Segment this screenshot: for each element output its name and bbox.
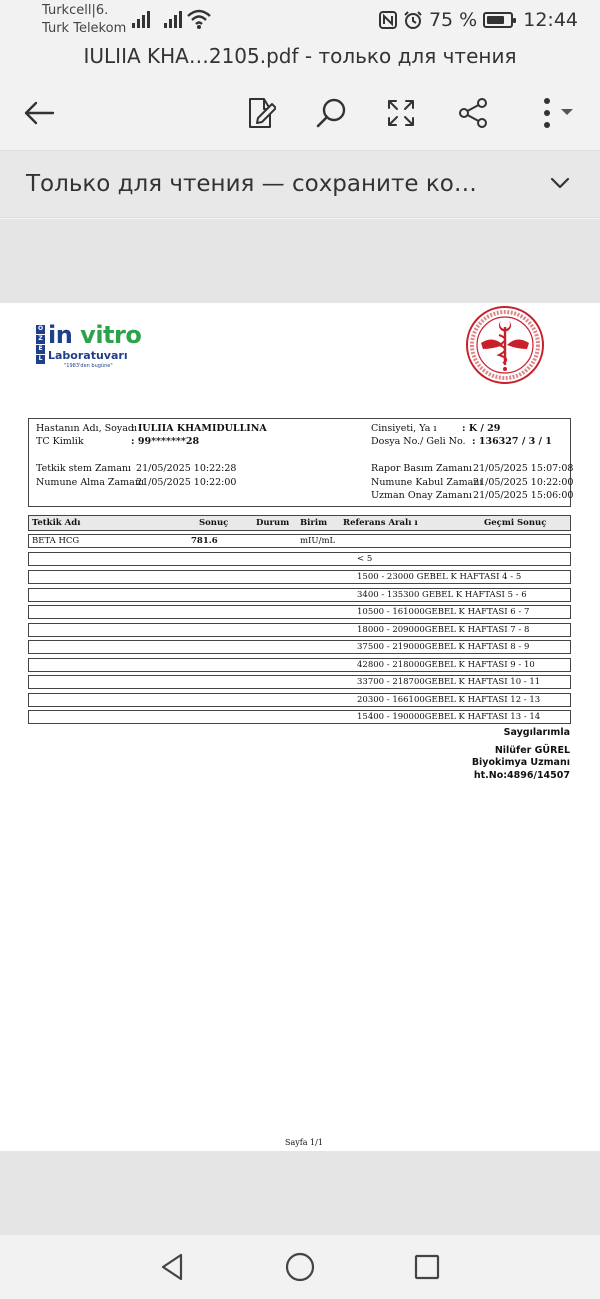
col-status: Durum <box>256 518 290 528</box>
alarm-icon <box>403 10 423 30</box>
patient-info-box <box>28 418 574 507</box>
request-time-row: Tetkik stem Zamanı 21/05/2025 10:22:28 <box>36 463 237 474</box>
reference-row: 10500 - 161000GEBEL K HAFTASI 6 - 7 <box>28 605 571 619</box>
edit-icon <box>246 97 276 129</box>
banner-text: Только для чтения — сохраните ко… <box>26 171 477 197</box>
share-button[interactable] <box>450 90 496 136</box>
document-title: IULIIA KHA…2105.pdf - только для чтения <box>83 44 517 68</box>
reference-row: < 5 <box>28 552 571 566</box>
col-result: Sonuç <box>199 518 229 528</box>
reference-row: 1500 - 23000 GEBEL K HAFTASI 4 - 5 <box>28 570 571 584</box>
search-icon <box>315 97 347 129</box>
logo-tagline: "1983'den bugüne" <box>64 363 113 369</box>
accept-time-row: Numune Kabul Zamanı 21/05/2025 10:22:00 <box>371 477 574 488</box>
circle-home-icon <box>285 1252 315 1282</box>
result-unit: mIU/mL <box>300 536 336 546</box>
result-test: BETA HCG <box>32 536 80 546</box>
page-gap-bottom <box>0 1151 600 1235</box>
lab-logo <box>36 323 146 371</box>
page-gap-top <box>0 219 600 303</box>
reference-row: 18000 - 209000GEBEL K HAFTASI 7 - 8 <box>28 623 571 637</box>
ministry-seal-icon <box>465 305 545 385</box>
chevron-down-icon[interactable] <box>550 173 570 193</box>
battery-percent: 75 % <box>428 9 478 31</box>
more-button[interactable] <box>524 90 580 136</box>
nav-recents-button[interactable] <box>407 1249 447 1285</box>
search-button[interactable] <box>308 90 354 136</box>
nfc-icon <box>379 11 397 29</box>
patient-name-row: Hastanın Adı, Soyadı : IULIIA KHAMIDULLINA <box>36 423 267 434</box>
logo-subtitle: Laboratuvarı <box>48 349 128 362</box>
tc-row: TC Kimlik : 99*******28 <box>36 436 200 447</box>
more-icon <box>527 97 577 129</box>
approve-time-row: Uzman Onay Zamanı 21/05/2025 15:06:00 <box>371 490 574 501</box>
carrier-2: Turk Telekom <box>42 21 127 36</box>
carrier-1: Turkcell|6. <box>42 3 109 18</box>
signal-1-icon <box>132 10 150 28</box>
pdf-page[interactable] <box>0 303 600 1151</box>
back-button[interactable] <box>16 90 62 136</box>
gender-age-row: Cinsiyeti, Ya ı : K / 29 <box>371 423 501 434</box>
col-past-result: Geçmi Sonuç <box>484 518 547 528</box>
edit-button[interactable] <box>238 90 284 136</box>
col-unit: Birim <box>300 518 328 528</box>
report-time-row: Rapor Basım Zamanı 21/05/2025 15:07:08 <box>371 463 574 474</box>
toolbar <box>0 82 600 144</box>
navigation-bar <box>0 1235 600 1299</box>
reference-row: 20300 - 166100GEBEL K HAFTASI 12 - 13 <box>28 693 571 707</box>
read-only-banner[interactable] <box>0 150 600 218</box>
nav-back-button[interactable] <box>152 1249 192 1285</box>
signature-name: Nilüfer GÜREL <box>494 745 570 756</box>
status-bar <box>0 0 600 40</box>
fullscreen-button[interactable] <box>378 90 424 136</box>
result-value: 781.6 <box>191 536 218 546</box>
reference-row: 15400 - 190000GEBEL K HAFTASI 13 - 14 <box>28 710 571 724</box>
signature-regards: Saygılarımla <box>503 727 570 738</box>
square-recents-icon <box>413 1253 441 1281</box>
results-header <box>28 515 571 531</box>
sample-time-row: Numune Alma Zamanı 21/05/2025 10:22:00 <box>36 477 237 488</box>
back-arrow-icon <box>23 101 55 125</box>
nav-home-button[interactable] <box>280 1249 320 1285</box>
status-right <box>379 8 578 32</box>
col-test: Tetkik Adı <box>32 518 81 528</box>
page-number: Sayfa 1/1 <box>285 1138 323 1147</box>
clock: 12:44 <box>523 9 578 31</box>
reference-row: 37500 - 219000GEBEL K HAFTASI 8 - 9 <box>28 640 571 654</box>
file-no-row: Dosya No./ Geli No. : 136327 / 3 / 1 <box>371 436 552 447</box>
logo-wordmark: in vitro <box>48 321 142 349</box>
reference-row: 3400 - 135300 GEBEL K HAFTASI 5 - 6 <box>28 588 571 602</box>
col-reference: Referans Aralı ı <box>343 518 418 528</box>
signature-title: Biyokimya Uzmanı <box>471 757 570 768</box>
logo-ozel: Ö Z E L <box>37 325 44 362</box>
triangle-back-icon <box>159 1252 185 1282</box>
wifi-icon <box>186 8 212 30</box>
reference-row: 42800 - 218000GEBEL K HAFTASI 9 - 10 <box>28 658 571 672</box>
signal-2-icon <box>164 10 182 28</box>
reference-row: 33700 - 218700GEBEL K HAFTASI 10 - 11 <box>28 675 571 689</box>
share-icon <box>457 97 489 129</box>
battery-icon <box>483 12 513 28</box>
fullscreen-icon <box>386 98 416 128</box>
signature-dip-no: ht.No:4896/14507 <box>473 770 570 781</box>
result-row <box>28 534 571 548</box>
